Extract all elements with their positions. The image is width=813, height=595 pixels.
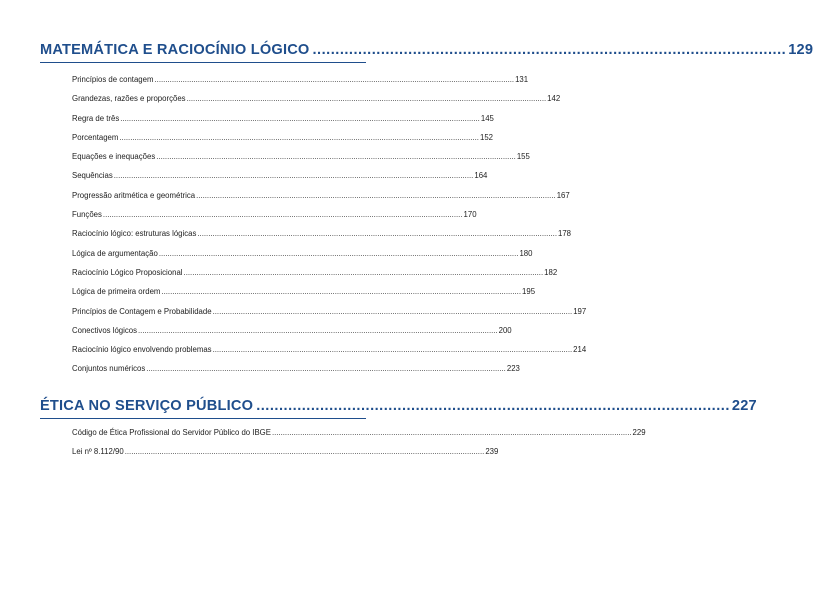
dot-leader: ...................................................................................................................................................................... [212, 306, 573, 316]
entry-page-number: 170 [463, 210, 477, 220]
toc-entry[interactable] [72, 70, 529, 89]
section-page-number: 129 [788, 42, 813, 58]
dot-leader: ...................................................................................................................................................................... [197, 229, 557, 239]
dot-leader: ...................................................................................................................................................................... [271, 428, 632, 437]
entry-title: Regra de três [72, 113, 120, 123]
entry-page-number: 195 [522, 287, 536, 297]
section-title: ÉTICA NO SERVIÇO PÚBLICO [40, 398, 254, 414]
entry-title: Lei nº 8.112/90 [72, 447, 124, 456]
entry-title: Sequências [72, 171, 113, 181]
toc-entry[interactable] [72, 302, 587, 321]
dot-leader: ...................................................................................................................................................................... [146, 364, 506, 374]
dot-leader: ........................................................................................................ [312, 42, 787, 58]
entry-page-number: 164 [474, 171, 488, 181]
section-divider [40, 62, 366, 63]
toc-section-matematica [40, 42, 813, 379]
toc-entry[interactable] [72, 224, 572, 243]
section-title: MATEMÁTICA E RACIOCÍNIO LÓGICO [40, 42, 310, 58]
entry-page-number: 142 [547, 94, 561, 104]
section-heading[interactable] [40, 42, 813, 58]
toc-entry-list [40, 70, 587, 379]
entry-page-number: 239 [485, 447, 499, 456]
toc-entry[interactable] [72, 423, 646, 442]
dot-leader: ...................................................................................................................................................................... [138, 325, 498, 335]
entry-title: Conjuntos numéricos [72, 364, 146, 374]
entry-title: Equações e inequações [72, 152, 156, 162]
dot-leader: ...................................................................................................................................................................... [120, 113, 480, 123]
toc-entry[interactable] [72, 147, 530, 166]
toc-entry[interactable] [72, 186, 570, 205]
toc-entry[interactable] [72, 205, 477, 224]
dot-leader: ...................................................................................................................................................................... [186, 94, 547, 104]
dot-leader: ...................................................................................................................................................................... [196, 190, 556, 200]
section-heading[interactable] [40, 398, 757, 414]
toc-entry[interactable] [72, 359, 520, 378]
dot-leader: ...................................................................................................................................................................... [102, 210, 463, 220]
entry-title: Raciocínio Lógico Proposicional [72, 267, 183, 277]
entry-title: Princípios de contagem [72, 75, 154, 84]
entry-page-number: 152 [479, 132, 493, 142]
entry-page-number: 145 [480, 113, 494, 123]
toc-entry[interactable] [72, 282, 536, 301]
entry-title: Conectivos lógicos [72, 325, 138, 335]
toc-entry[interactable] [72, 321, 512, 340]
toc-entry[interactable] [72, 128, 493, 147]
toc-entry[interactable] [72, 109, 494, 128]
dot-leader: ...................................................................................................................................................................... [154, 75, 515, 84]
toc-section-etica [40, 398, 757, 461]
dot-leader: ...................................................................................................................................................................... [183, 267, 544, 277]
entry-page-number: 223 [506, 364, 520, 374]
entry-title: Grandezas, razões e proporções [72, 94, 186, 104]
entry-page-number: 200 [498, 325, 512, 335]
toc-entry[interactable] [72, 340, 587, 359]
dot-leader: ...................................................................................................................................................................... [212, 345, 573, 355]
section-page-number: 227 [731, 398, 757, 414]
toc-entry[interactable] [72, 244, 533, 263]
toc-entry[interactable] [72, 442, 499, 461]
dot-leader: ...................................................................................................................................................................... [158, 248, 519, 258]
entry-title: Lógica de argumentação [72, 248, 158, 258]
entry-page-number: 167 [556, 190, 570, 200]
entry-title: Porcentagem [72, 132, 119, 142]
entry-title: Lógica de primeira ordem [72, 287, 161, 297]
entry-title: Princípios de Contagem e Probabilidade [72, 306, 212, 316]
toc-entry[interactable] [72, 263, 558, 282]
entry-page-number: 229 [632, 428, 646, 437]
entry-page-number: 197 [573, 306, 587, 316]
entry-page-number: 180 [519, 248, 533, 258]
dot-leader: ...................................................................................................................................................................... [161, 287, 522, 297]
entry-title: Funções [72, 210, 102, 220]
entry-title: Raciocínio lógico envolvendo problemas [72, 345, 212, 355]
dot-leader: ...................................................................................................................................................................... [119, 132, 479, 142]
entry-page-number: 214 [573, 345, 587, 355]
entry-page-number: 131 [515, 75, 529, 84]
toc-entry[interactable] [72, 166, 488, 185]
entry-title: Código de Ética Profissional do Servidor Público do IBGE [72, 428, 271, 437]
toc-entry-list [40, 423, 646, 461]
dot-leader: ...................................................................................................................................................................... [124, 447, 485, 456]
dot-leader: ...................................................................................................................................................................... [113, 171, 474, 181]
entry-page-number: 178 [558, 229, 572, 239]
entry-page-number: 182 [544, 267, 558, 277]
section-divider [40, 418, 366, 419]
entry-title: Progressão aritmética e geométrica [72, 190, 196, 200]
toc-entry[interactable] [72, 89, 561, 108]
dot-leader: ........................................................................................................ [256, 398, 730, 414]
entry-page-number: 155 [516, 152, 530, 162]
dot-leader: ...................................................................................................................................................................... [156, 152, 516, 162]
entry-title: Raciocínio lógico: estruturas lógicas [72, 229, 197, 239]
